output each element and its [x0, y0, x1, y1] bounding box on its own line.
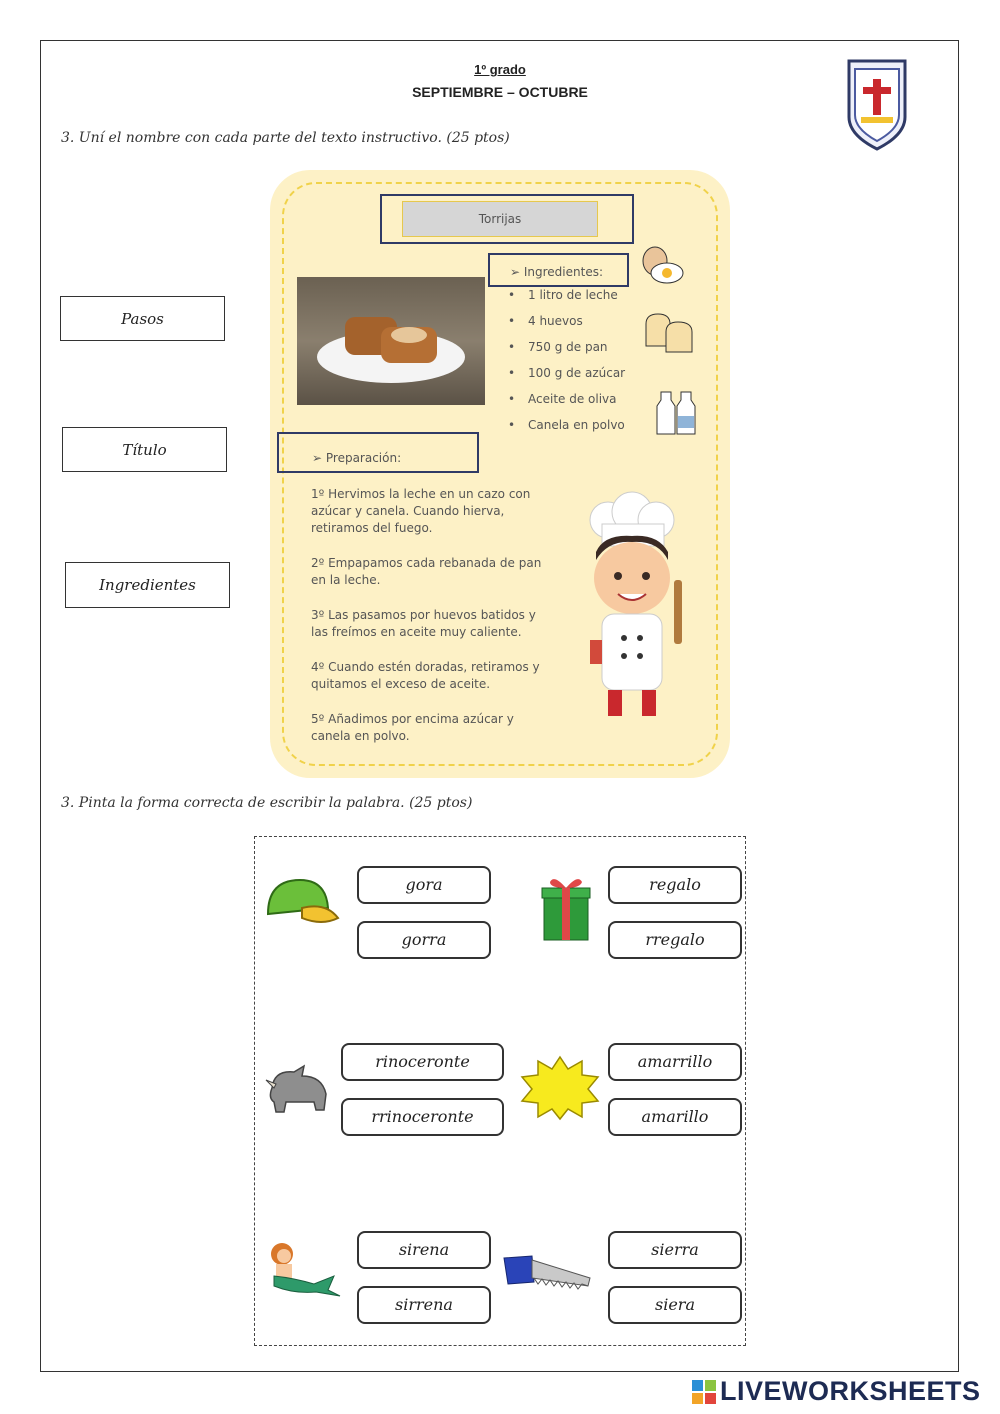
yellow-star-icon	[518, 1055, 602, 1121]
ingredient-item: • 1 litro de leche	[508, 285, 625, 311]
ingredient-item: • 4 huevos	[508, 311, 625, 337]
label-ingredientes[interactable]: Ingredientes	[65, 562, 230, 608]
word-option[interactable]: rinoceronte	[341, 1043, 504, 1081]
torrijas-plate-icon	[297, 277, 485, 405]
word-option[interactable]: gora	[357, 866, 491, 904]
word-option[interactable]: amarillo	[608, 1098, 742, 1136]
step-5: 5º Añadimos por encima azúcar y canela en polvo.	[311, 712, 514, 743]
word-option[interactable]: sierra	[608, 1231, 742, 1269]
months-heading: SEPTIEMBRE – OCTUBRE	[412, 84, 588, 100]
ingredients-drop-target[interactable]	[488, 253, 629, 287]
word-option[interactable]: regalo	[608, 866, 742, 904]
word-option[interactable]: rregalo	[608, 921, 742, 959]
gift-icon	[540, 874, 592, 942]
word-option[interactable]: sirena	[357, 1231, 491, 1269]
liveworksheets-brand[interactable]: LIVEWORKSHEETS	[720, 1376, 981, 1406]
bread-icon	[642, 312, 700, 354]
question1-prompt: 3. Uní el nombre con cada parte del texto instructivo. (25 ptos)	[61, 130, 510, 146]
ingredients-heading: ➢ Ingredientes:	[510, 265, 604, 279]
cap-icon	[262, 874, 340, 934]
word-option[interactable]: sirrena	[357, 1286, 491, 1324]
word-option[interactable]: rrinoceronte	[341, 1098, 504, 1136]
word-option[interactable]: gorra	[357, 921, 491, 959]
preparation-heading: ➢ Preparación:	[312, 451, 402, 465]
rhino-icon	[264, 1058, 330, 1122]
step-4: 4º Cuando estén doradas, retiramos y quitamos el exceso de aceite.	[311, 660, 540, 691]
ingredient-item: • 100 g de azúcar	[508, 363, 625, 389]
title-drop-target[interactable]	[380, 194, 634, 244]
recipe-title: Torrijas	[402, 201, 598, 237]
word-option[interactable]: amarrillo	[608, 1043, 742, 1081]
eggs-icon	[637, 245, 685, 285]
school-crest-icon	[843, 55, 911, 153]
step-2: 2º Empapamos cada rebanada de pan en la leche.	[311, 556, 542, 587]
ingredient-item: • Aceite de oliva	[508, 389, 625, 415]
liveworksheets-logo-icon	[692, 1380, 718, 1404]
grade-heading: 1º grado	[474, 62, 526, 77]
milk-bottles-icon	[655, 388, 699, 436]
chef-icon	[568, 490, 696, 722]
label-pasos[interactable]: Pasos	[60, 296, 225, 341]
mermaid-icon	[264, 1238, 344, 1300]
ingredient-item: • 750 g de pan	[508, 337, 625, 363]
step-1: 1º Hervimos la leche en un cazo con azúcar y canela. Cuando hierva, retiramos del fuego.	[311, 487, 531, 535]
label-titulo[interactable]: Título	[62, 427, 227, 472]
word-option[interactable]: siera	[608, 1286, 742, 1324]
ingredient-item: • Canela en polvo	[508, 415, 625, 441]
question2-prompt: 3. Pinta la forma correcta de escribir la palabra. (25 ptos)	[61, 795, 473, 811]
ingredients-list	[508, 285, 625, 441]
step-3: 3º Las pasamos por huevos batidos y las freímos en aceite muy caliente.	[311, 608, 536, 639]
saw-icon	[502, 1254, 592, 1296]
torrijas-photo	[297, 277, 485, 405]
